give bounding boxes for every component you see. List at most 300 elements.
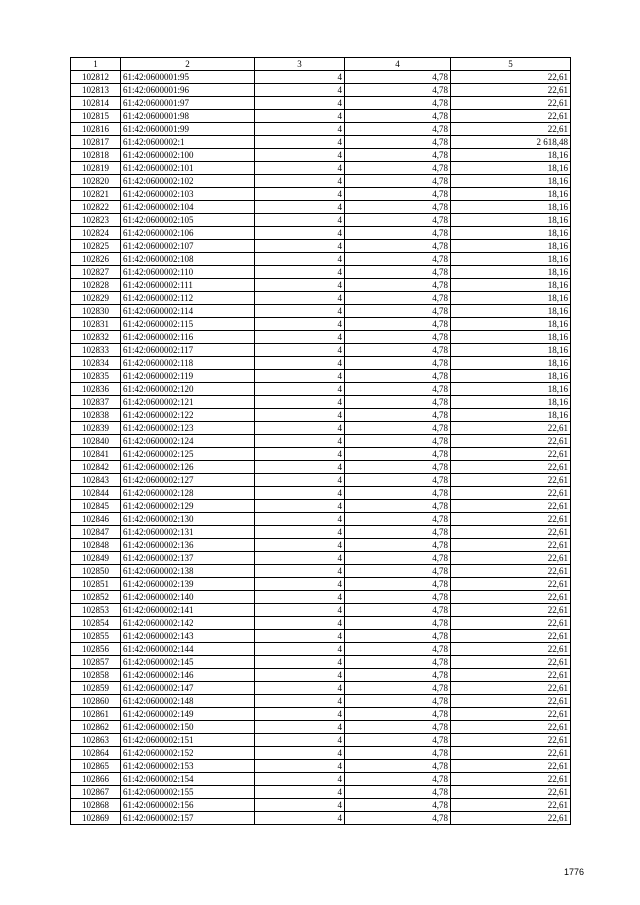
table-cell-col3: 4 (255, 136, 345, 149)
table-cell-col1: 102819 (71, 162, 121, 175)
table-cell-col3: 4 (255, 162, 345, 175)
table-cell-col1: 102820 (71, 175, 121, 188)
table-cell-col5: 22,61 (451, 695, 571, 708)
table-cell-col1: 102844 (71, 487, 121, 500)
table-cell-col3: 4 (255, 305, 345, 318)
table-cell-col5: 22,61 (451, 617, 571, 630)
table-cell-col5: 22,61 (451, 799, 571, 812)
table-cell-col2: 61:42:0600002:157 (121, 812, 255, 825)
table-cell-col2: 61:42:0600002:156 (121, 799, 255, 812)
column-header-4: 4 (345, 58, 451, 71)
table-cell-col4: 4,78 (345, 578, 451, 591)
table-cell-col3: 4 (255, 357, 345, 370)
table-cell-col2: 61:42:0600002:137 (121, 552, 255, 565)
table-cell-col1: 102851 (71, 578, 121, 591)
table-cell-col2: 61:42:0600002:130 (121, 513, 255, 526)
table-cell-col4: 4,78 (345, 110, 451, 123)
table-cell-col2: 61:42:0600002:125 (121, 448, 255, 461)
table-row (71, 201, 571, 214)
table-cell-col2: 61:42:0600002:149 (121, 708, 255, 721)
table-row (71, 461, 571, 474)
table-cell-col1: 102859 (71, 682, 121, 695)
table-cell-col4: 4,78 (345, 643, 451, 656)
table-row (71, 578, 571, 591)
table-cell-col3: 4 (255, 227, 345, 240)
table-cell-col2: 61:42:0600002:120 (121, 383, 255, 396)
table-cell-col5: 18,16 (451, 214, 571, 227)
table-cell-col4: 4,78 (345, 669, 451, 682)
table-row (71, 279, 571, 292)
table-cell-col4: 4,78 (345, 708, 451, 721)
table-cell-col4: 4,78 (345, 513, 451, 526)
table-row (71, 331, 571, 344)
table-cell-col1: 102856 (71, 643, 121, 656)
table-row (71, 188, 571, 201)
table-cell-col3: 4 (255, 526, 345, 539)
table-cell-col5: 22,61 (451, 539, 571, 552)
table-cell-col3: 4 (255, 422, 345, 435)
table-cell-col3: 4 (255, 656, 345, 669)
table-cell-col3: 4 (255, 578, 345, 591)
table-cell-col2: 61:42:0600002:140 (121, 591, 255, 604)
table-cell-col2: 61:42:0600001:98 (121, 110, 255, 123)
table-cell-col4: 4,78 (345, 175, 451, 188)
table-cell-col2: 61:42:0600002:118 (121, 357, 255, 370)
table-cell-col1: 102852 (71, 591, 121, 604)
table-cell-col1: 102814 (71, 97, 121, 110)
table-row (71, 344, 571, 357)
table-cell-col2: 61:42:0600002:144 (121, 643, 255, 656)
table-cell-col2: 61:42:0600002:129 (121, 500, 255, 513)
table-cell-col2: 61:42:0600002:100 (121, 149, 255, 162)
table-cell-col3: 4 (255, 318, 345, 331)
table-row (71, 396, 571, 409)
table-cell-col1: 102817 (71, 136, 121, 149)
table-cell-col2: 61:42:0600002:138 (121, 565, 255, 578)
table-cell-col3: 4 (255, 396, 345, 409)
table-cell-col3: 4 (255, 370, 345, 383)
table-row (71, 747, 571, 760)
table-cell-col2: 61:42:0600002:143 (121, 630, 255, 643)
table-cell-col4: 4,78 (345, 331, 451, 344)
table-cell-col4: 4,78 (345, 474, 451, 487)
table-cell-col1: 102824 (71, 227, 121, 240)
table-row (71, 734, 571, 747)
table-cell-col1: 102862 (71, 721, 121, 734)
table-row (71, 500, 571, 513)
table-cell-col1: 102826 (71, 253, 121, 266)
table-cell-col3: 4 (255, 149, 345, 162)
table-cell-col1: 102858 (71, 669, 121, 682)
table-row (71, 591, 571, 604)
table-cell-col4: 4,78 (345, 383, 451, 396)
table-cell-col3: 4 (255, 747, 345, 760)
table-cell-col3: 4 (255, 435, 345, 448)
table-cell-col4: 4,78 (345, 71, 451, 84)
table-cell-col2: 61:42:0600002:121 (121, 396, 255, 409)
table-cell-col3: 4 (255, 97, 345, 110)
table-cell-col5: 22,61 (451, 565, 571, 578)
table-cell-col1: 102838 (71, 409, 121, 422)
table-cell-col3: 4 (255, 682, 345, 695)
table-cell-col5: 22,61 (451, 487, 571, 500)
table-cell-col1: 102832 (71, 331, 121, 344)
table-cell-col3: 4 (255, 292, 345, 305)
table-cell-col5: 22,61 (451, 513, 571, 526)
table-cell-col5: 18,16 (451, 227, 571, 240)
table-cell-col1: 102866 (71, 773, 121, 786)
table-row (71, 409, 571, 422)
table-cell-col3: 4 (255, 71, 345, 84)
table-cell-col5: 22,61 (451, 97, 571, 110)
table-cell-col1: 102822 (71, 201, 121, 214)
table-cell-col1: 102825 (71, 240, 121, 253)
table-cell-col2: 61:42:0600002:111 (121, 279, 255, 292)
page-number: 1776 (563, 867, 584, 877)
table-row (71, 110, 571, 123)
table-row (71, 123, 571, 136)
table-cell-col4: 4,78 (345, 786, 451, 799)
table-row (71, 162, 571, 175)
table-row (71, 643, 571, 656)
table-cell-col5: 18,16 (451, 188, 571, 201)
table-cell-col2: 61:42:0600002:123 (121, 422, 255, 435)
table-cell-col1: 102853 (71, 604, 121, 617)
table-cell-col2: 61:42:0600002:150 (121, 721, 255, 734)
table-cell-col2: 61:42:0600002:153 (121, 760, 255, 773)
table-cell-col5: 22,61 (451, 578, 571, 591)
table-row (71, 812, 571, 825)
table-cell-col4: 4,78 (345, 292, 451, 305)
table-cell-col4: 4,78 (345, 188, 451, 201)
table-cell-col4: 4,78 (345, 240, 451, 253)
table-cell-col4: 4,78 (345, 318, 451, 331)
table-cell-col1: 102836 (71, 383, 121, 396)
table-row (71, 487, 571, 500)
table-cell-col5: 18,16 (451, 318, 571, 331)
table-cell-col3: 4 (255, 565, 345, 578)
table-cell-col2: 61:42:0600002:145 (121, 656, 255, 669)
table-cell-col5: 18,16 (451, 279, 571, 292)
table-row (71, 370, 571, 383)
table-cell-col5: 22,61 (451, 760, 571, 773)
table-row (71, 305, 571, 318)
table-cell-col3: 4 (255, 175, 345, 188)
table-row (71, 708, 571, 721)
table-cell-col4: 4,78 (345, 604, 451, 617)
table-cell-col3: 4 (255, 734, 345, 747)
table-cell-col5: 18,16 (451, 305, 571, 318)
table-cell-col2: 61:42:0600002:119 (121, 370, 255, 383)
table-cell-col3: 4 (255, 266, 345, 279)
table-cell-col2: 61:42:0600002:108 (121, 253, 255, 266)
table-cell-col5: 22,61 (451, 786, 571, 799)
table-cell-col4: 4,78 (345, 84, 451, 97)
table-cell-col4: 4,78 (345, 357, 451, 370)
table-cell-col2: 61:42:0600001:95 (121, 71, 255, 84)
table-cell-col3: 4 (255, 812, 345, 825)
table-cell-col2: 61:42:0600002:136 (121, 539, 255, 552)
table-cell-col3: 4 (255, 708, 345, 721)
table-cell-col4: 4,78 (345, 695, 451, 708)
table-row (71, 552, 571, 565)
table-cell-col2: 61:42:0600002:102 (121, 175, 255, 188)
table-row (71, 656, 571, 669)
table-row (71, 669, 571, 682)
table-cell-col5: 22,61 (451, 812, 571, 825)
table-cell-col5: 22,61 (451, 461, 571, 474)
table-cell-col3: 4 (255, 539, 345, 552)
table-cell-col4: 4,78 (345, 552, 451, 565)
table-row (71, 214, 571, 227)
table-cell-col4: 4,78 (345, 227, 451, 240)
table-cell-col1: 102835 (71, 370, 121, 383)
table-cell-col5: 18,16 (451, 409, 571, 422)
table-cell-col2: 61:42:0600002:155 (121, 786, 255, 799)
table-cell-col1: 102828 (71, 279, 121, 292)
table-cell-col4: 4,78 (345, 201, 451, 214)
table-cell-col1: 102815 (71, 110, 121, 123)
table-cell-col5: 22,61 (451, 682, 571, 695)
column-header-2: 2 (121, 58, 255, 71)
table-cell-col3: 4 (255, 487, 345, 500)
table-cell-col5: 22,61 (451, 526, 571, 539)
table-cell-col2: 61:42:0600001:97 (121, 97, 255, 110)
table-cell-col4: 4,78 (345, 448, 451, 461)
table-cell-col2: 61:42:0600002:142 (121, 617, 255, 630)
table-cell-col2: 61:42:0600002:147 (121, 682, 255, 695)
table-cell-col4: 4,78 (345, 539, 451, 552)
table-cell-col1: 102848 (71, 539, 121, 552)
table-cell-col3: 4 (255, 643, 345, 656)
table-cell-col1: 102864 (71, 747, 121, 760)
table-cell-col5: 18,16 (451, 370, 571, 383)
table-cell-col1: 102861 (71, 708, 121, 721)
table-cell-col5: 18,16 (451, 162, 571, 175)
table-cell-col3: 4 (255, 773, 345, 786)
table-row (71, 435, 571, 448)
table-cell-col1: 102842 (71, 461, 121, 474)
table-cell-col3: 4 (255, 253, 345, 266)
table-cell-col1: 102837 (71, 396, 121, 409)
table-row (71, 71, 571, 84)
table-cell-col5: 18,16 (451, 357, 571, 370)
table-cell-col4: 4,78 (345, 136, 451, 149)
table-cell-col5: 22,61 (451, 708, 571, 721)
table-cell-col3: 4 (255, 513, 345, 526)
table-cell-col1: 102863 (71, 734, 121, 747)
table-cell-col2: 61:42:0600002:148 (121, 695, 255, 708)
table-cell-col2: 61:42:0600002:152 (121, 747, 255, 760)
table-cell-col1: 102816 (71, 123, 121, 136)
table-cell-col1: 102841 (71, 448, 121, 461)
table-cell-col5: 22,61 (451, 110, 571, 123)
table-row (71, 240, 571, 253)
table-row (71, 136, 571, 149)
table-cell-col4: 4,78 (345, 97, 451, 110)
table-row (71, 422, 571, 435)
table-cell-col3: 4 (255, 240, 345, 253)
table-cell-col4: 4,78 (345, 682, 451, 695)
table-cell-col4: 4,78 (345, 487, 451, 500)
table-cell-col5: 22,61 (451, 604, 571, 617)
table-cell-col4: 4,78 (345, 344, 451, 357)
table-cell-col2: 61:42:0600002:124 (121, 435, 255, 448)
table-cell-col5: 22,61 (451, 734, 571, 747)
table-row (71, 695, 571, 708)
table-cell-col3: 4 (255, 604, 345, 617)
table-cell-col1: 102847 (71, 526, 121, 539)
table-cell-col1: 102840 (71, 435, 121, 448)
table-cell-col4: 4,78 (345, 305, 451, 318)
table-cell-col5: 22,61 (451, 643, 571, 656)
table-row (71, 227, 571, 240)
table-cell-col5: 18,16 (451, 201, 571, 214)
table-row (71, 799, 571, 812)
table-cell-col2: 61:42:0600001:96 (121, 84, 255, 97)
table-cell-col2: 61:42:0600002:110 (121, 266, 255, 279)
table-cell-col5: 22,61 (451, 422, 571, 435)
table-cell-col5: 22,61 (451, 474, 571, 487)
table-row (71, 448, 571, 461)
column-header-3: 3 (255, 58, 345, 71)
table-cell-col4: 4,78 (345, 526, 451, 539)
table-cell-col2: 61:42:0600002:103 (121, 188, 255, 201)
table-cell-col4: 4,78 (345, 214, 451, 227)
table-row (71, 630, 571, 643)
table-row (71, 539, 571, 552)
table-cell-col2: 61:42:0600002:104 (121, 201, 255, 214)
table-cell-col2: 61:42:0600002:141 (121, 604, 255, 617)
table-cell-col1: 102855 (71, 630, 121, 643)
table-row (71, 97, 571, 110)
table-cell-col4: 4,78 (345, 149, 451, 162)
table-row (71, 175, 571, 188)
table-row (71, 253, 571, 266)
table-cell-col2: 61:42:0600002:1 (121, 136, 255, 149)
table-cell-col1: 102818 (71, 149, 121, 162)
table-cell-col1: 102846 (71, 513, 121, 526)
table-cell-col1: 102833 (71, 344, 121, 357)
table-cell-col3: 4 (255, 110, 345, 123)
table-row (71, 526, 571, 539)
table-cell-col1: 102823 (71, 214, 121, 227)
table-cell-col4: 4,78 (345, 266, 451, 279)
table-cell-col2: 61:42:0600002:115 (121, 318, 255, 331)
table-cell-col3: 4 (255, 461, 345, 474)
table-cell-col3: 4 (255, 279, 345, 292)
table-cell-col4: 4,78 (345, 409, 451, 422)
table-cell-col3: 4 (255, 695, 345, 708)
table-cell-col1: 102868 (71, 799, 121, 812)
table-cell-col3: 4 (255, 409, 345, 422)
table-cell-col1: 102850 (71, 565, 121, 578)
table-cell-col1: 102869 (71, 812, 121, 825)
table-cell-col3: 4 (255, 669, 345, 682)
table-cell-col3: 4 (255, 84, 345, 97)
table-cell-col1: 102867 (71, 786, 121, 799)
table-row (71, 513, 571, 526)
table-row (71, 84, 571, 97)
table-cell-col2: 61:42:0600002:116 (121, 331, 255, 344)
table-cell-col3: 4 (255, 760, 345, 773)
table-cell-col2: 61:42:0600002:107 (121, 240, 255, 253)
table-cell-col1: 102821 (71, 188, 121, 201)
table-cell-col4: 4,78 (345, 279, 451, 292)
table-cell-col5: 22,61 (451, 123, 571, 136)
table-body (71, 71, 571, 825)
table-cell-col5: 22,61 (451, 630, 571, 643)
table-cell-col5: 18,16 (451, 331, 571, 344)
table-row (71, 760, 571, 773)
table-cell-col1: 102830 (71, 305, 121, 318)
table-cell-col5: 18,16 (451, 383, 571, 396)
table-cell-col3: 4 (255, 331, 345, 344)
table-cell-col1: 102860 (71, 695, 121, 708)
table-cell-col3: 4 (255, 786, 345, 799)
table-cell-col5: 18,16 (451, 240, 571, 253)
table-cell-col3: 4 (255, 123, 345, 136)
table-cell-col1: 102865 (71, 760, 121, 773)
table-cell-col4: 4,78 (345, 435, 451, 448)
table-cell-col4: 4,78 (345, 500, 451, 513)
table-cell-col2: 61:42:0600002:126 (121, 461, 255, 474)
table-cell-col4: 4,78 (345, 773, 451, 786)
table-cell-col5: 18,16 (451, 253, 571, 266)
table-cell-col4: 4,78 (345, 565, 451, 578)
table-row (71, 682, 571, 695)
table-cell-col3: 4 (255, 201, 345, 214)
table-row (71, 357, 571, 370)
table-cell-col2: 61:42:0600002:112 (121, 292, 255, 305)
table-row (71, 292, 571, 305)
table-cell-col3: 4 (255, 474, 345, 487)
table-cell-col4: 4,78 (345, 734, 451, 747)
table-cell-col4: 4,78 (345, 747, 451, 760)
table-cell-col5: 22,61 (451, 669, 571, 682)
table-cell-col5: 22,61 (451, 71, 571, 84)
table-cell-col5: 22,61 (451, 435, 571, 448)
data-table (70, 57, 571, 825)
table-cell-col1: 102843 (71, 474, 121, 487)
table-cell-col1: 102849 (71, 552, 121, 565)
column-header-5: 5 (451, 58, 571, 71)
table-cell-col1: 102857 (71, 656, 121, 669)
table-row (71, 773, 571, 786)
table-cell-col5: 18,16 (451, 292, 571, 305)
table-cell-col2: 61:42:0600002:106 (121, 227, 255, 240)
table-cell-col3: 4 (255, 448, 345, 461)
table-cell-col5: 18,16 (451, 175, 571, 188)
table-cell-col4: 4,78 (345, 617, 451, 630)
table-cell-col3: 4 (255, 591, 345, 604)
table-cell-col4: 4,78 (345, 799, 451, 812)
table-cell-col2: 61:42:0600002:105 (121, 214, 255, 227)
table-cell-col1: 102834 (71, 357, 121, 370)
table-cell-col2: 61:42:0600002:146 (121, 669, 255, 682)
table-cell-col2: 61:42:0600002:101 (121, 162, 255, 175)
table-cell-col5: 2 618,48 (451, 136, 571, 149)
table-cell-col3: 4 (255, 214, 345, 227)
table-cell-col3: 4 (255, 344, 345, 357)
table-cell-col5: 18,16 (451, 344, 571, 357)
table-cell-col2: 61:42:0600001:99 (121, 123, 255, 136)
table-cell-col2: 61:42:0600002:139 (121, 578, 255, 591)
column-header-1: 1 (71, 58, 121, 71)
table-cell-col5: 22,61 (451, 773, 571, 786)
table-row (71, 266, 571, 279)
table-cell-col2: 61:42:0600002:154 (121, 773, 255, 786)
